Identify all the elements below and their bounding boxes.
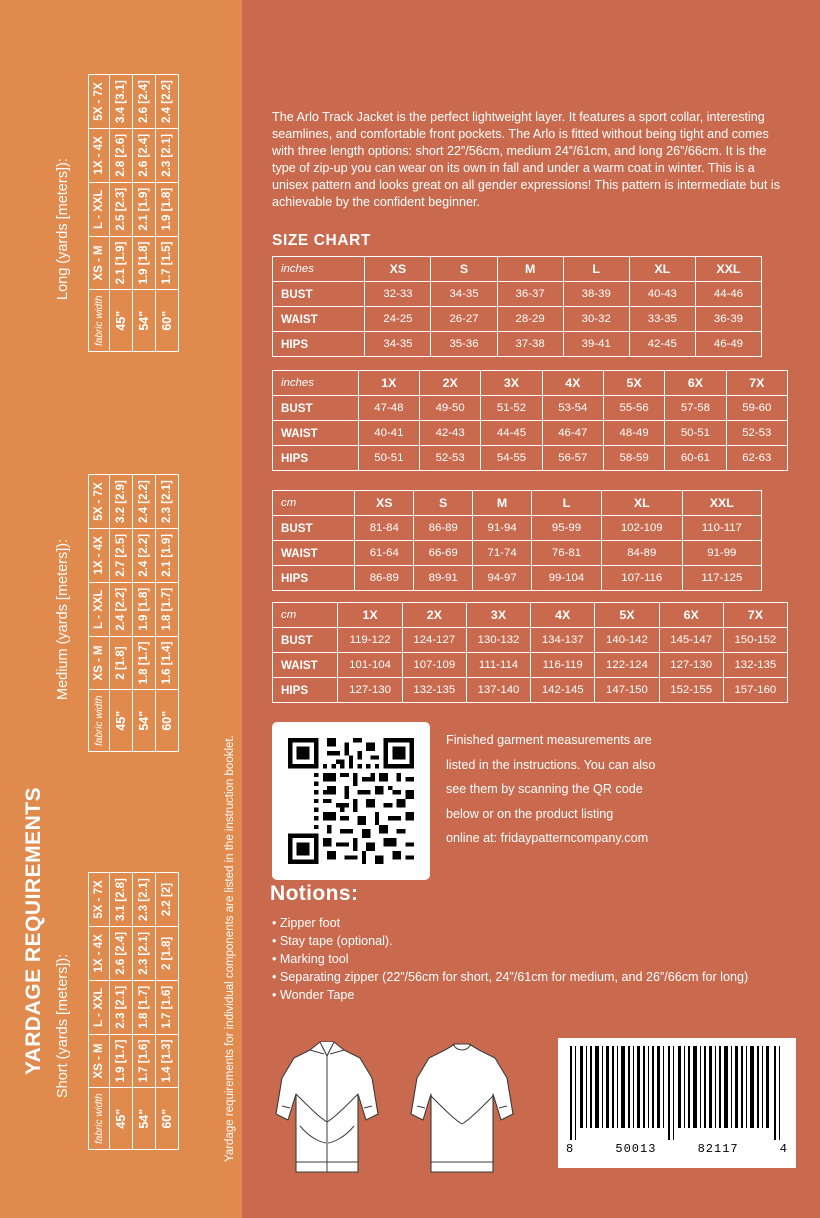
barcode-digit-left: 8: [566, 1142, 575, 1156]
list-item: • Separating zipper (22”/56cm for short, 24”/61cm for medium, and 26”/66cm for long): [272, 970, 749, 984]
pattern-description: The Arlo Track Jacket is the perfect lightweight layer. It features a sport collar, interesting seamlines, and comfortable front pockets. The Arlo is fitted without being tight and comes with three length options: short 22”/56cm, medium 24”/61cm, and long 26”/66cm. It is the type of zip-up you can wear on its own in fall and under a warm coat in winter. This is a unisex pattern and looks great on all gender expressions! This pattern is intermediate but is achievable by the confident beginner.: [272, 109, 781, 210]
qr-line: below or on the product listing: [446, 806, 614, 821]
size-unit-label: cm: [273, 603, 338, 628]
yardage-col-3: 5X - 7X: [89, 475, 110, 529]
table-row: [273, 516, 762, 541]
size-col: S: [414, 491, 473, 516]
size-cell: 28-29: [497, 307, 563, 332]
yardage-cell: 2 [1.8]: [156, 926, 179, 980]
size-cell: 24-25: [365, 307, 431, 332]
yardage-cell: 2.1 [1.9]: [133, 182, 156, 236]
yardage-panel: [0, 0, 242, 1218]
yardage-table-short: [88, 872, 179, 1150]
size-cell: 33-35: [629, 307, 695, 332]
qr-line: online at: fridaypatterncompany.com: [446, 831, 649, 846]
yardage-cell: 2.8 [2.6]: [110, 128, 133, 182]
yardage-cell: 2.3 [2.1]: [110, 980, 133, 1034]
size-cell: 46-49: [695, 332, 761, 357]
yardage-cell: 1.8 [1.7]: [133, 636, 156, 690]
yardage-cell: 1.8 [1.7]: [133, 980, 156, 1034]
size-cell: 39-41: [563, 332, 629, 357]
qr-code-card: [272, 722, 430, 880]
size-col: 1X: [338, 603, 402, 628]
size-cell: 54-55: [481, 446, 542, 471]
size-cell: 150-152: [723, 628, 787, 653]
size-cell: 119-122: [338, 628, 402, 653]
table-row: [273, 421, 788, 446]
yardage-corner-label: fabric width: [89, 290, 110, 352]
yardage-col-0: XS - M: [89, 1034, 110, 1088]
size-cell: 61-64: [355, 541, 414, 566]
yardage-cell: 2.1 [1.9]: [110, 236, 133, 290]
size-cell: 38-39: [563, 282, 629, 307]
size-col: M: [497, 257, 563, 282]
size-cell: 137-140: [466, 678, 530, 703]
size-cell: 62-63: [726, 446, 787, 471]
table-row: [133, 75, 156, 352]
yardage-col-1: L - XXL: [89, 980, 110, 1034]
size-cell: 107-109: [402, 653, 466, 678]
yardage-row-head: 60": [156, 290, 179, 352]
yardage-cell: 2.6 [2.4]: [133, 128, 156, 182]
size-row-head: HIPS: [273, 332, 365, 357]
yardage-cell: 1.8 [1.7]: [156, 582, 179, 636]
table-row: [273, 628, 788, 653]
list-item: • Wonder Tape: [272, 988, 355, 1002]
size-cell: 132-135: [402, 678, 466, 703]
size-unit-label: inches: [273, 371, 359, 396]
size-col: 4X: [531, 603, 595, 628]
size-row-head: HIPS: [273, 566, 355, 591]
yardage-row-head: 45": [110, 290, 133, 352]
yardage-corner-label: fabric width: [89, 1088, 110, 1150]
size-cell: 40-43: [629, 282, 695, 307]
size-cell: 44-46: [695, 282, 761, 307]
size-col: 6X: [659, 603, 723, 628]
size-col: L: [532, 491, 602, 516]
size-unit-label: inches: [273, 257, 365, 282]
table-row: [133, 873, 156, 1150]
size-cell: 44-45: [481, 421, 542, 446]
garment-line-drawings: [262, 1022, 552, 1192]
yardage-row-head: 45": [110, 690, 133, 752]
yardage-cell: 1.9 [1.8]: [133, 236, 156, 290]
size-cell: 147-150: [595, 678, 659, 703]
size-table-inches-standard: [272, 256, 762, 357]
size-cell: 102-109: [601, 516, 682, 541]
size-col: M: [473, 491, 532, 516]
size-cell: 36-37: [497, 282, 563, 307]
size-row-head: WAIST: [273, 541, 355, 566]
size-cell: 32-33: [365, 282, 431, 307]
size-col: 3X: [481, 371, 542, 396]
table-row: [110, 75, 133, 352]
size-col: 6X: [665, 371, 726, 396]
yardage-table-medium: [88, 474, 179, 752]
table-row: [273, 541, 762, 566]
list-item: • Stay tape (optional).: [272, 934, 393, 948]
yardage-cell: 3.4 [3.1]: [110, 75, 133, 129]
size-cell: 157-160: [723, 678, 787, 703]
yardage-cell: 2.1 [1.9]: [156, 528, 179, 582]
yardage-row-head: 60": [156, 690, 179, 752]
yardage-cell: 1.7 [1.5]: [156, 236, 179, 290]
yardage-label-short: Short (yards [meters]):: [55, 953, 71, 1098]
yardage-cell: 2.3 [2.1]: [133, 926, 156, 980]
size-table-cm-extended: [272, 602, 788, 703]
yardage-cell: 2.3 [2.1]: [133, 873, 156, 927]
size-cell: 30-32: [563, 307, 629, 332]
yardage-requirements-title: YARDAGE REQUIREMENTS: [22, 786, 45, 1075]
list-item: • Zipper foot: [272, 916, 341, 930]
size-row-head: WAIST: [273, 421, 359, 446]
yardage-cell: 2.4 [2.2]: [156, 75, 179, 129]
yardage-col-0: XS - M: [89, 236, 110, 290]
table-row: [273, 446, 788, 471]
size-cell: 36-39: [695, 307, 761, 332]
yardage-cell: 1.7 [1.6]: [156, 980, 179, 1034]
size-cell: 122-124: [595, 653, 659, 678]
notions-title: Notions:: [270, 882, 359, 905]
yardage-cell: 2.2 [2]: [156, 873, 179, 927]
yardage-col-1: L - XXL: [89, 582, 110, 636]
size-cell: 26-27: [431, 307, 497, 332]
size-cell: 140-142: [595, 628, 659, 653]
size-cell: 50-51: [358, 446, 419, 471]
size-cell: 34-35: [431, 282, 497, 307]
size-cell: 60-61: [665, 446, 726, 471]
yardage-label-medium: Medium (yards [meters]):: [55, 538, 71, 700]
size-table-inches-extended: [272, 370, 788, 471]
size-cell: 134-137: [531, 628, 595, 653]
size-cell: 111-114: [466, 653, 530, 678]
size-cell: 142-145: [531, 678, 595, 703]
qr-code-icon: [288, 738, 414, 864]
qr-instructions: [446, 728, 776, 851]
yardage-note: Yardage requirements for individual components are listed in the instruction booklet.: [224, 735, 236, 1162]
content-panel: [242, 0, 820, 1218]
yardage-cell: 2.3 [2.1]: [156, 128, 179, 182]
yardage-cell: 1.9 [1.7]: [110, 1034, 133, 1088]
size-row-head: WAIST: [273, 307, 365, 332]
size-cell: 66-69: [414, 541, 473, 566]
list-item: • Marking tool: [272, 952, 349, 966]
yardage-cell: 3.2 [2.9]: [110, 475, 133, 529]
yardage-row-head: 54": [133, 690, 156, 752]
size-cell: 52-53: [420, 446, 481, 471]
size-cell: 127-130: [338, 678, 402, 703]
size-cell: 132-135: [723, 653, 787, 678]
table-row: [156, 873, 179, 1150]
yardage-col-1: L - XXL: [89, 182, 110, 236]
size-col: L: [563, 257, 629, 282]
table-row: [273, 678, 788, 703]
size-cell: 124-127: [402, 628, 466, 653]
yardage-cell: 2.6 [2.4]: [110, 926, 133, 980]
table-row: [273, 566, 762, 591]
size-row-head: BUST: [273, 516, 355, 541]
yardage-row-head: 54": [133, 290, 156, 352]
size-cell: 56-57: [542, 446, 603, 471]
size-cell: 117-125: [682, 566, 761, 591]
table-row: [273, 282, 762, 307]
size-cell: 116-119: [531, 653, 595, 678]
size-col: XL: [629, 257, 695, 282]
yardage-col-0: XS - M: [89, 636, 110, 690]
size-cell: 101-104: [338, 653, 402, 678]
size-col: S: [431, 257, 497, 282]
size-cell: 49-50: [420, 396, 481, 421]
size-cell: 95-99: [532, 516, 602, 541]
size-cell: 47-48: [358, 396, 419, 421]
yardage-cell: 2.4 [2.2]: [133, 528, 156, 582]
yardage-cell: 2 [1.8]: [110, 636, 133, 690]
yardage-col-2: 1X - 4X: [89, 128, 110, 182]
yardage-cell: 1.7 [1.6]: [133, 1034, 156, 1088]
size-cell: 84-89: [601, 541, 682, 566]
barcode: [558, 1038, 796, 1168]
barcode-digit-right: 4: [779, 1142, 788, 1156]
yardage-row-head: 45": [110, 1088, 133, 1150]
yardage-row-head: 54": [133, 1088, 156, 1150]
size-cell: 145-147: [659, 628, 723, 653]
yardage-corner-label: fabric width: [89, 690, 110, 752]
qr-line: Finished garment measurements are: [446, 733, 652, 747]
size-col: XS: [365, 257, 431, 282]
table-row: [110, 873, 133, 1150]
size-col: 3X: [466, 603, 530, 628]
size-col: 7X: [726, 371, 787, 396]
size-cell: 42-43: [420, 421, 481, 446]
table-row: [273, 307, 762, 332]
size-row-head: WAIST: [273, 653, 338, 678]
size-cell: 81-84: [355, 516, 414, 541]
size-cell: 40-41: [358, 421, 419, 446]
size-cell: 91-94: [473, 516, 532, 541]
size-row-head: BUST: [273, 628, 338, 653]
yardage-col-2: 1X - 4X: [89, 528, 110, 582]
size-col: 2X: [402, 603, 466, 628]
table-row: [273, 332, 762, 357]
size-unit-label: cm: [273, 491, 355, 516]
yardage-cell: 2.4 [2.2]: [110, 582, 133, 636]
yardage-col-3: 5X - 7X: [89, 873, 110, 927]
size-cell: 50-51: [665, 421, 726, 446]
table-row: [273, 396, 788, 421]
table-row: [156, 475, 179, 752]
size-cell: 94-97: [473, 566, 532, 591]
yardage-cell: 2.4 [2.2]: [133, 475, 156, 529]
size-cell: 34-35: [365, 332, 431, 357]
size-table-cm-standard: [272, 490, 762, 591]
size-cell: 130-132: [466, 628, 530, 653]
size-cell: 59-60: [726, 396, 787, 421]
size-cell: 52-53: [726, 421, 787, 446]
yardage-cell: 1.6 [1.4]: [156, 636, 179, 690]
size-cell: 55-56: [603, 396, 664, 421]
size-cell: 42-45: [629, 332, 695, 357]
yardage-col-3: 5X - 7X: [89, 75, 110, 129]
yardage-col-2: 1X - 4X: [89, 926, 110, 980]
size-col: XXL: [695, 257, 761, 282]
yardage-cell: 3.1 [2.8]: [110, 873, 133, 927]
qr-line: listed in the instructions. You can also: [446, 757, 656, 772]
jacket-back-view: [411, 1044, 513, 1172]
table-row: [273, 653, 788, 678]
size-cell: 58-59: [603, 446, 664, 471]
yardage-cell: 2.5 [2.3]: [110, 182, 133, 236]
size-col: 5X: [603, 371, 664, 396]
size-col: 2X: [420, 371, 481, 396]
size-cell: 110-117: [682, 516, 761, 541]
barcode-digits: [566, 1142, 788, 1156]
size-cell: 71-74: [473, 541, 532, 566]
size-row-head: HIPS: [273, 446, 359, 471]
table-row: [110, 475, 133, 752]
qr-line: see them by scanning the QR code: [446, 782, 643, 797]
yardage-cell: 1.4 [1.3]: [156, 1034, 179, 1088]
yardage-row-head: 60": [156, 1088, 179, 1150]
yardage-label-long: Long (yards [meters]):: [55, 158, 71, 300]
size-cell: 76-81: [532, 541, 602, 566]
size-cell: 51-52: [481, 396, 542, 421]
table-row: [133, 475, 156, 752]
size-row-head: HIPS: [273, 678, 338, 703]
yardage-cell: 2.7 [2.5]: [110, 528, 133, 582]
notions-list: [272, 915, 792, 1005]
size-row-head: BUST: [273, 282, 365, 307]
size-col: 7X: [723, 603, 787, 628]
size-chart-title: SIZE CHART: [272, 232, 371, 249]
size-cell: 127-130: [659, 653, 723, 678]
size-cell: 53-54: [542, 396, 603, 421]
jacket-front-view: [276, 1042, 378, 1172]
yardage-cell: 2.3 [2.1]: [156, 475, 179, 529]
yardage-cell: 1.9 [1.8]: [133, 582, 156, 636]
yardage-table-long: [88, 74, 179, 352]
size-cell: 48-49: [603, 421, 664, 446]
size-cell: 89-91: [414, 566, 473, 591]
size-col: XS: [355, 491, 414, 516]
size-row-head: BUST: [273, 396, 359, 421]
size-cell: 86-89: [355, 566, 414, 591]
size-cell: 35-36: [431, 332, 497, 357]
size-cell: 46-47: [542, 421, 603, 446]
size-cell: 91-99: [682, 541, 761, 566]
size-cell: 57-58: [665, 396, 726, 421]
size-cell: 152-155: [659, 678, 723, 703]
size-col: 5X: [595, 603, 659, 628]
yardage-cell: 1.9 [1.8]: [156, 182, 179, 236]
barcode-digit-group-2: 82117: [697, 1142, 739, 1156]
yardage-cell: 2.6 [2.4]: [133, 75, 156, 129]
size-col: XL: [601, 491, 682, 516]
size-col: XXL: [682, 491, 761, 516]
size-cell: 86-89: [414, 516, 473, 541]
size-cell: 37-38: [497, 332, 563, 357]
barcode-digit-group-1: 50013: [615, 1142, 657, 1156]
table-row: [156, 75, 179, 352]
size-col: 4X: [542, 371, 603, 396]
size-col: 1X: [358, 371, 419, 396]
size-cell: 107-116: [601, 566, 682, 591]
size-cell: 99-104: [532, 566, 602, 591]
barcode-bars: [566, 1046, 788, 1140]
